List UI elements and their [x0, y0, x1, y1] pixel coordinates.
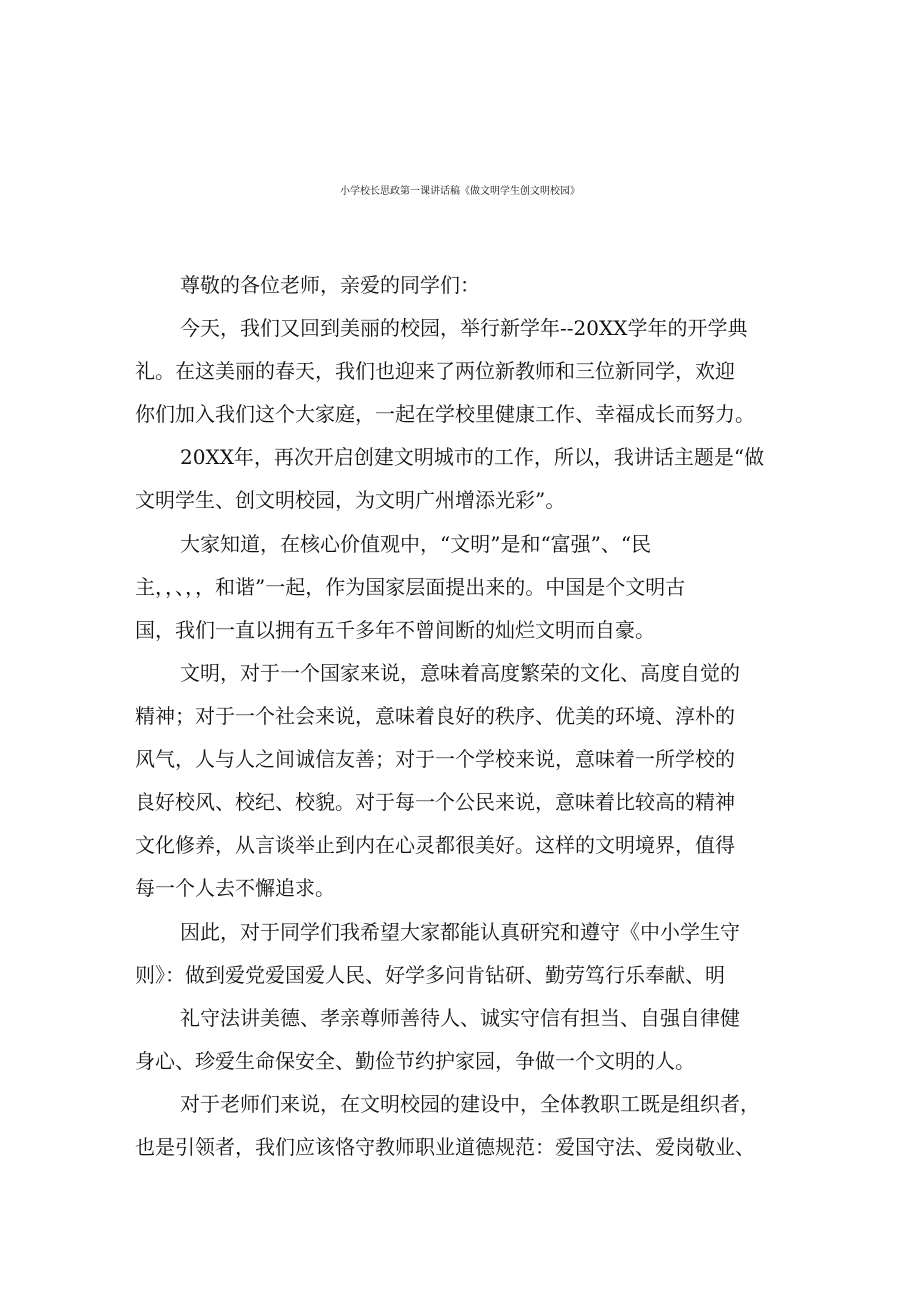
paragraph-line: 则》：做到爱党爱国爱人民、好学多问肯钻研、勤劳笃行乐奉献、明: [135, 963, 725, 987]
paragraph-line: 风气，人与人之间诚信友善；对于一个学校来说，意味着一所学校的: [135, 747, 735, 771]
paragraph-line: 尊敬的各位老师，亲爱的同学们：: [180, 273, 480, 297]
paragraph-line: 你们加入我们这个大家庭，一起在学校里健康工作、幸福成长而努力。: [135, 402, 755, 426]
paragraph-line: 每一个人去不懈追求。: [135, 876, 335, 900]
paragraph-line: 今天，我们又回到美丽的校园，举行新学年--20XX学年的开学典: [180, 316, 748, 340]
paragraph-line: 良好校风、校纪、校貌。对于每一个公民来说，意味着比较高的精神: [135, 790, 735, 814]
document-title: 小学校长思政第一课讲话稿《做文明学生创文明校园》: [340, 186, 580, 197]
paragraph-line: 对于老师们来说，在文明校园的建设中，全体教职工既是组织者，: [180, 1092, 760, 1116]
paragraph-line: 20XX年，再次开启创建文明城市的工作，所以，我讲话主题是“做: [180, 445, 765, 469]
paragraph-line: 礼。在这美丽的春天，我们也迎来了两位新教师和三位新同学，欢迎: [135, 359, 735, 383]
paragraph-line: 文明学生、创文明校园，为文明广州增添光彩”。: [135, 488, 566, 512]
paragraph-line: 国，我们一直以拥有五千多年不曾间断的灿烂文明而自豪。: [135, 618, 655, 642]
paragraph-line: 身心、珍爱生命保安全、勤俭节约护家园，争做一个文明的人。: [135, 1049, 695, 1073]
paragraph-line: 文化修养，从言谈举止到内在心灵都很美好。这样的文明境界，值得: [135, 833, 735, 857]
paragraph-line: 文明，对于一个国家来说，意味着高度繁荣的文化、高度自觉的: [180, 661, 740, 685]
paragraph-line: 精神；对于一个社会来说，意味着良好的秩序、优美的环境、淳朴的: [135, 704, 735, 728]
paragraph-line: 主，，、，，和谐”一起，作为国家层面提出来的。中国是个文明古: [135, 575, 686, 599]
paragraph-line: 也是引领者，我们应该恪守教师职业道德规范：爱国守法、爱岗敬业、: [135, 1135, 755, 1159]
paragraph-line: 大家知道，在核心价值观中，“文明”是和“富强”、“民: [180, 532, 652, 556]
paragraph-line: 因此，对于同学们我希望大家都能认真研究和遵守《中小学生守: [180, 920, 740, 944]
paragraph-line: 礼守法讲美德、孝亲尊师善待人、诚实守信有担当、自强自律健: [180, 1006, 740, 1030]
